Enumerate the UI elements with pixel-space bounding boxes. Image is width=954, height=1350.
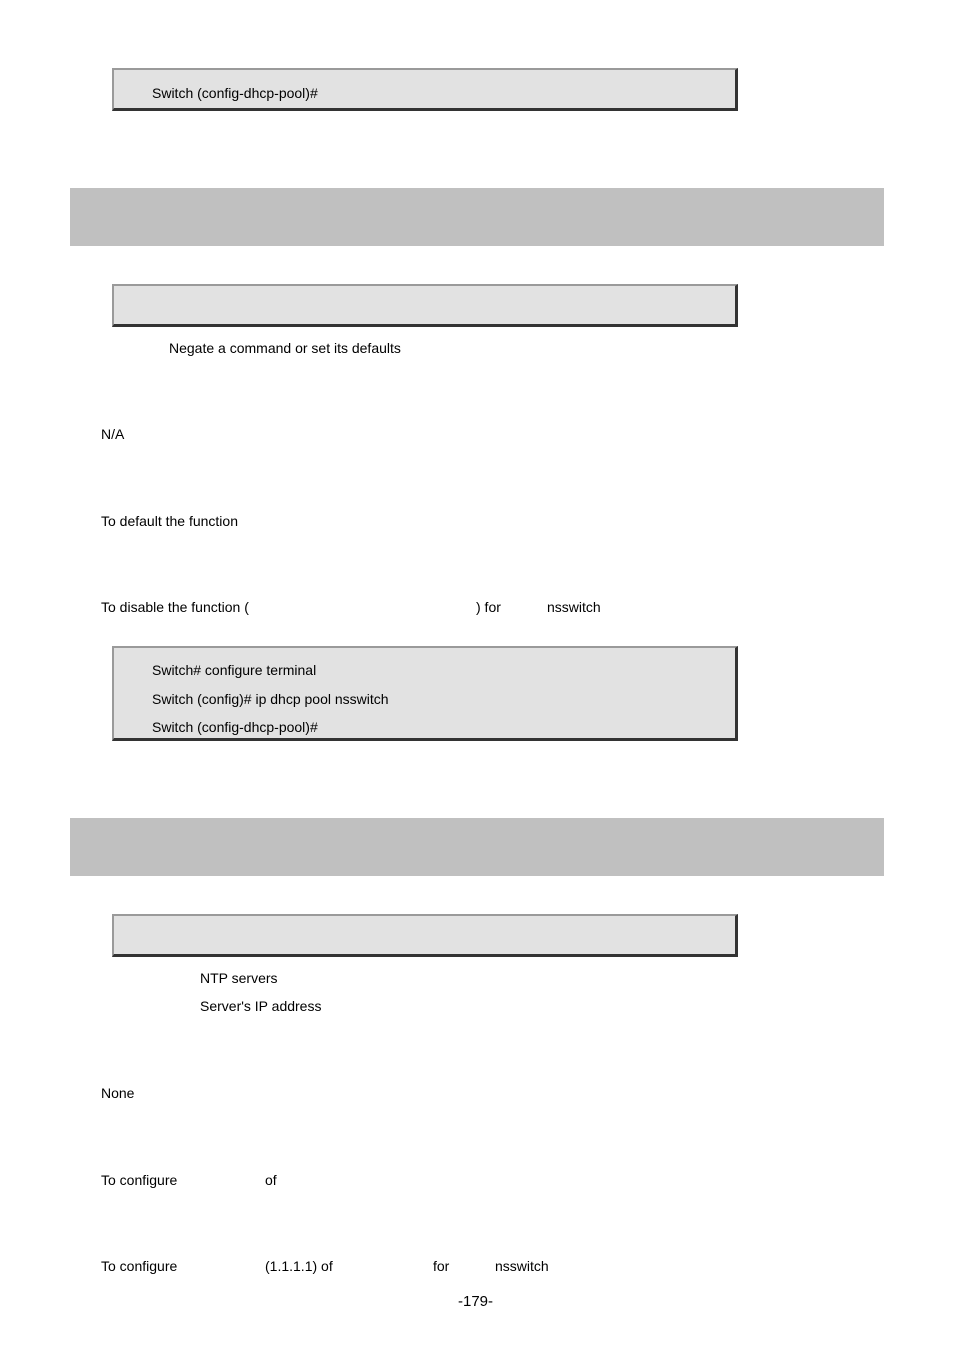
usage-guide-part2: of: [265, 1172, 277, 1188]
example-text-part1: To configure: [101, 1258, 178, 1274]
default-value: None: [101, 1085, 135, 1101]
command-box-top: [112, 68, 738, 111]
example-text-part2: (1.1.1.1) of: [265, 1258, 333, 1274]
default-value: N/A: [101, 426, 125, 442]
example-text-part3: for: [433, 1258, 450, 1274]
command-line: Switch (config-dhcp-pool)#: [152, 719, 318, 735]
syntax-box: [112, 284, 738, 327]
syntax-box: [112, 914, 738, 957]
command-line: Switch (config-dhcp-pool)#: [152, 85, 318, 101]
usage-guide-part1: To configure: [101, 1172, 178, 1188]
command-line: Switch (config)# ip dhcp pool nsswitch: [152, 691, 389, 707]
parameter-description: Negate a command or set its defaults: [169, 340, 401, 356]
example-text-part4: nsswitch: [495, 1258, 549, 1274]
parameter-server-ip: Server's IP address: [200, 998, 322, 1014]
section-heading-bar: [70, 188, 884, 246]
example-text-part2: ) for: [476, 599, 501, 615]
parameter-ntp-servers: NTP servers: [200, 970, 278, 986]
section-heading-bar: [70, 818, 884, 876]
usage-guide: To default the function: [101, 513, 238, 529]
example-text-part1: To disable the function (: [101, 599, 249, 615]
example-text-part3: nsswitch: [547, 599, 601, 615]
command-line: Switch# configure terminal: [152, 662, 317, 678]
example-command-box: [112, 646, 738, 741]
page-number: -179-: [458, 1293, 494, 1310]
